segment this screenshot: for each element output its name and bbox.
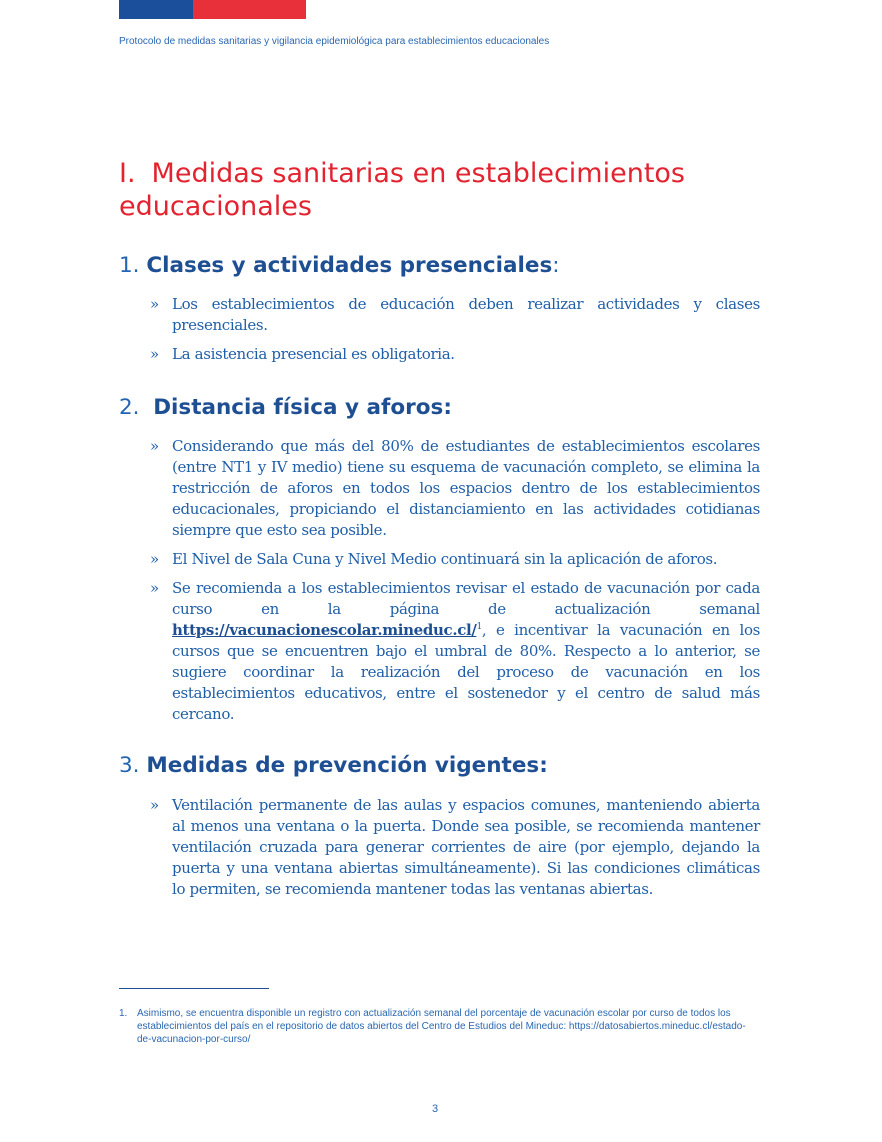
list-item — [150, 344, 760, 365]
list-item — [150, 549, 760, 570]
list-item-text-after-link: , e incentivar la vacunación en los cursos que se encuentren bajo el umbral de 80%. Respecto a lo anterior, se sugiere coordinar la realización del proceso de vacunación en los establecimientos educativos, entre el sostenedor y el centro de salud más cercano. — [172, 621, 760, 723]
section-number: 3. — [119, 753, 140, 778]
vacunacion-escolar-link[interactable]: https://vacunacionescolar.mineduc.cl/ — [172, 621, 477, 639]
section-number: 1. — [119, 253, 140, 278]
footnote-text: Asimismo, se encuentra disponible un registro con actualización semanal del porcentaje de vacunación escolar por curso de todos los establecimientos del país en el repositorio de datos abiertos del Centro de Estudios del Mineduc: https://datosabiertos.mineduc.cl/estado-de-vacunacion-por-curso/ — [137, 1008, 746, 1045]
bullet-marker: » — [150, 295, 159, 313]
footnote-ref[interactable]: 1 — [476, 622, 482, 632]
bullet-marker: » — [150, 579, 159, 597]
chapter-title — [119, 157, 759, 223]
list-item-text: Considerando que más del 80% de estudiantes de establecimientos escolares (entre NT1 y IV medio) tiene su esquema de vacunación completo, se elimina la restricción de aforos en todos los espacios dentro de los establecimientos educacionales, propiciando el distanciamiento en las actividades cotidianas siempre que esto sea posible. — [172, 437, 760, 539]
list-item — [150, 294, 760, 336]
bullet-marker: » — [150, 550, 159, 568]
section-title-suffix: : — [552, 253, 560, 278]
list-item-text: El Nivel de Sala Cuna y Nivel Medio continuará sin la aplicación de aforos. — [172, 550, 718, 568]
section-title: Medidas de prevención vigentes: — [146, 753, 548, 778]
section-title: Clases y actividades presenciales — [146, 253, 553, 278]
header-bar-red — [193, 0, 306, 19]
list-item — [150, 795, 760, 900]
footnote-divider — [119, 988, 269, 989]
list-item — [150, 436, 760, 541]
section-heading-3 — [119, 753, 759, 779]
running-header: Protocolo de medidas sanitarias y vigilancia epidemiológica para establecimientos educacionales — [119, 36, 550, 47]
chapter-number: I. — [119, 158, 136, 189]
chapter-title-text: Medidas sanitarias en establecimientos educacionales — [119, 158, 685, 222]
bullet-list-1 — [150, 294, 760, 373]
bullet-list-2 — [150, 436, 760, 733]
bullet-marker: » — [150, 437, 159, 455]
section-title: Distancia física y aforos: — [153, 395, 452, 420]
footnote — [119, 1007, 759, 1046]
list-item-text-before-link: Se recomienda a los establecimientos revisar el estado de vacunación por cada curso en la página de actualización semanal — [172, 579, 760, 618]
list-item-text: Los establecimientos de educación deben realizar actividades y clases presenciales. — [172, 295, 760, 334]
footnote-number: 1. — [119, 1008, 128, 1019]
header-color-bar — [119, 0, 306, 19]
section-number: 2. — [119, 395, 140, 420]
header-bar-blue — [119, 0, 193, 19]
list-item-text: La asistencia presencial es obligatoria. — [172, 345, 455, 363]
page-number: 3 — [431, 1103, 439, 1115]
list-item-text: Ventilación permanente de las aulas y espacios comunes, manteniendo abierta al menos una ventana o la puerta. Donde sea posible, se recomienda mantener ventilación cruzada para generar corrientes de aire (por ejemplo, dejando la puerta y una ventana abiertas simultáneamente). Si las condiciones climáticas lo permiten, se recomienda mantener todas las ventanas abiertas. — [172, 796, 760, 898]
section-heading-2 — [119, 395, 759, 421]
bullet-marker: » — [150, 345, 159, 363]
bullet-list-3 — [150, 795, 760, 908]
section-heading-1 — [119, 253, 759, 279]
list-item — [150, 578, 760, 725]
bullet-marker: » — [150, 796, 159, 814]
